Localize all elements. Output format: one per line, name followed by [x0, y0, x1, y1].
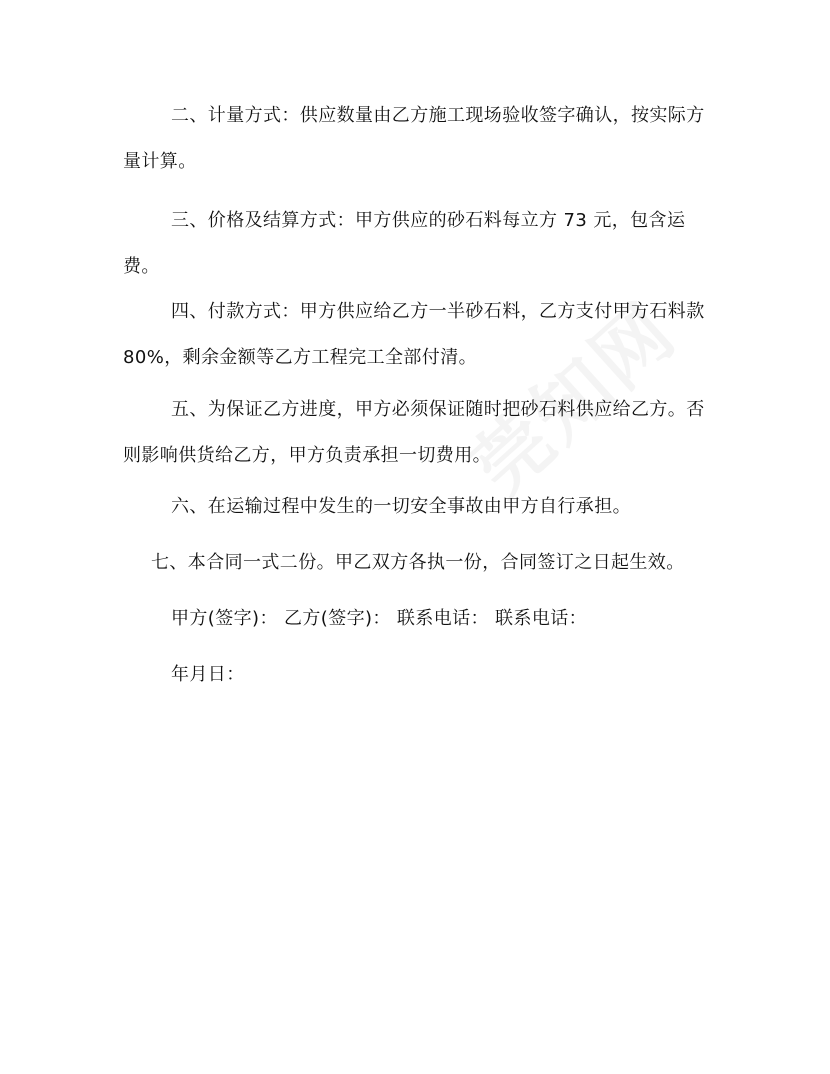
- clause-price-settlement: 三、价格及结算方式：甲方供应的砂石料每立方 73 元，包含运费。: [123, 210, 686, 277]
- clause-transport-safety: 六、在运输过程中发生的一切安全事故由甲方自行承担。: [171, 496, 631, 517]
- clause-supply-guarantee: 五、为保证乙方进度，甲方必须保证随时把砂石料供应给乙方。否则影响供货给乙方，甲方负责承担一切费用。: [123, 399, 705, 466]
- clause-payment: 四、付款方式：甲方供应给乙方一半砂石料，乙方支付甲方石料款 80%，剩余金额等乙方工程完工全部付清。: [123, 301, 705, 368]
- clause-copies-effective: 七、本合同一式二份。甲乙双方各执一份，合同签订之日起生效。: [151, 552, 685, 573]
- date-line: 年月日：: [171, 664, 245, 685]
- clause-measurement: 二、计量方式：供应数量由乙方施工现场验收签字确认，按实际方量计算。: [123, 105, 705, 172]
- signature-line: 甲方(签字)： 乙方(签字)： 联系电话： 联系电话：: [171, 608, 588, 629]
